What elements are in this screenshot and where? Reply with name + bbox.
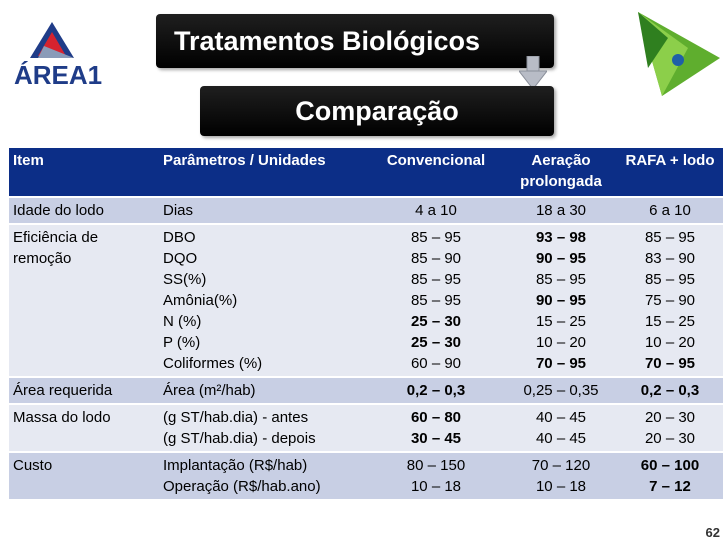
cell-rafa: 85 – 95 83 – 90 85 – 95 75 – 90 15 – 25 10 – 20 70 – 95	[617, 224, 723, 377]
cell-aer: 70 – 120 10 – 18	[505, 452, 617, 500]
table-row	[9, 224, 723, 377]
cell-item: Massa do lodo	[9, 404, 159, 452]
cell-conv: 80 – 150 10 – 18	[367, 452, 505, 500]
cell-rafa: 60 – 100 7 – 12	[617, 452, 723, 500]
table-row	[9, 377, 723, 404]
area1-logo	[8, 16, 148, 96]
table-row	[9, 452, 723, 500]
cell-conv: 0,2 – 0,3	[367, 377, 505, 404]
header-params: Parâmetros / Unidades	[159, 148, 367, 197]
cell-aer: 93 – 98 90 – 95 85 – 95 90 – 95 15 – 25 10 – 20 70 – 95	[505, 224, 617, 377]
cell-conv: 85 – 95 85 – 90 85 – 95 85 – 95 25 – 30 25 – 30 60 – 90	[367, 224, 505, 377]
cell-aer: 40 – 45 40 – 45	[505, 404, 617, 452]
cell-params: Implantação (R$/hab) Operação (R$/hab.ano)	[159, 452, 367, 500]
svg-text:ÁREA1: ÁREA1	[14, 60, 103, 90]
cell-params: Dias	[159, 197, 367, 224]
cell-conv: 60 – 80 30 – 45	[367, 404, 505, 452]
cell-rafa: 20 – 30 20 – 30	[617, 404, 723, 452]
cell-item: Custo	[9, 452, 159, 500]
slide-subtitle: Comparação	[200, 86, 554, 136]
table-row	[9, 197, 723, 224]
cell-item: Área requerida	[9, 377, 159, 404]
cell-rafa: 6 a 10	[617, 197, 723, 224]
table-header-row	[9, 148, 723, 197]
page-number: 62	[705, 525, 720, 540]
slide-title: Tratamentos Biológicos	[156, 14, 554, 68]
table-row	[9, 404, 723, 452]
cell-aer: 18 a 30	[505, 197, 617, 224]
cell-item: Eficiência de remoção	[9, 224, 159, 377]
header-convencional: Convencional	[367, 148, 505, 197]
header-rafa: RAFA + lodo	[617, 148, 723, 197]
comparison-table	[9, 148, 723, 501]
cell-params: (g ST/hab.dia) - antes (g ST/hab.dia) - depois	[159, 404, 367, 452]
cell-aer: 0,25 – 0,35	[505, 377, 617, 404]
cell-rafa: 0,2 – 0,3	[617, 377, 723, 404]
header-aeracao: Aeração prolongada	[505, 148, 617, 197]
leaf-logo	[628, 8, 724, 100]
header-item: Item	[9, 148, 159, 197]
cell-item: Idade do lodo	[9, 197, 159, 224]
down-arrow-icon	[519, 56, 547, 90]
cell-params: DBO DQO SS(%) Amônia(%) N (%) P (%) Coliformes (%)	[159, 224, 367, 377]
cell-params: Área (m²/hab)	[159, 377, 367, 404]
cell-conv: 4 a 10	[367, 197, 505, 224]
